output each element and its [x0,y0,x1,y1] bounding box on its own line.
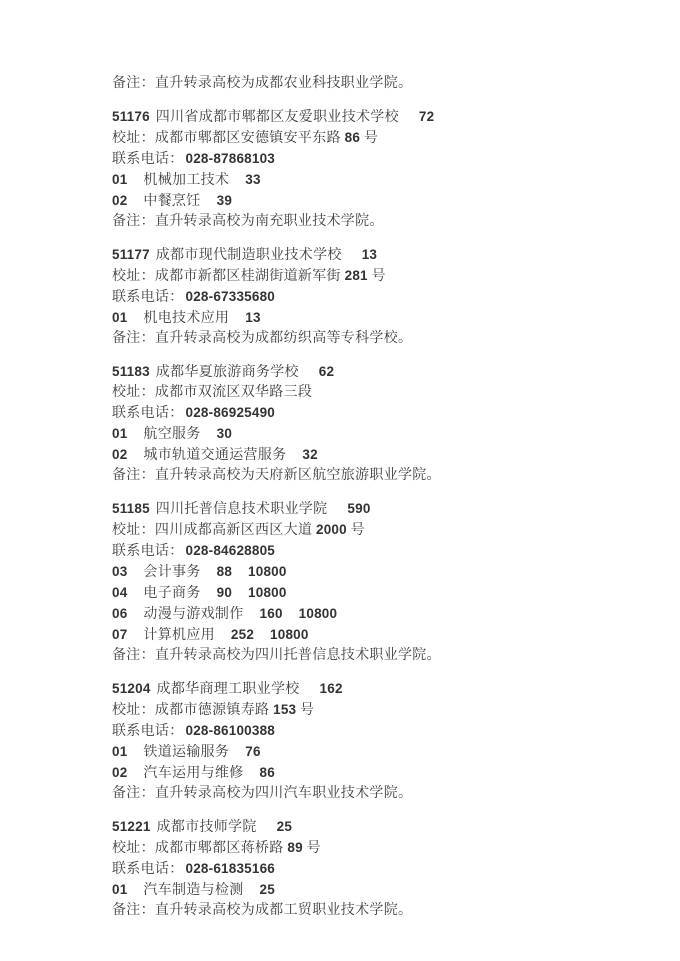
major-tuition: 10800 [270,627,309,642]
school-remark-line [112,466,630,486]
major-list [112,424,630,466]
major-code: 01 [112,426,128,441]
major-count: 33 [245,172,261,187]
school-entry [112,679,630,804]
remark-text: 直升转录高校为南充职业技术学院。 [154,214,384,229]
major-count: 252 [230,627,255,642]
major-name: 机电技术应用 [143,311,230,326]
major-name: 汽车制造与检测 [143,883,244,898]
major-row [112,763,630,784]
school-address-line [112,700,630,721]
major-name: 动漫与游戏制作 [143,607,244,622]
school-phone-line [112,287,630,308]
major-row [112,625,630,646]
school-entry [112,245,630,349]
school-name: 成都市技师学院 [156,820,257,835]
major-count: 30 [216,426,233,441]
phone-label: 联系电话： [112,290,184,305]
major-row [112,170,630,191]
school-phone-line [112,403,630,424]
phone-number: 028-67335680 [185,289,275,304]
remark-text: 直升转录高校为天府新区航空旅游职业学院。 [154,468,441,483]
phone-label: 联系电话： [112,862,184,877]
school-code: 51185 [112,501,150,516]
phone-number: 028-61835166 [185,861,275,876]
address-text: 成都市郫都区安德镇安平东路 86 号 [154,130,379,146]
major-row [112,583,630,604]
school-name: 成都市现代制造职业技术学校 [155,248,342,263]
phone-number: 028-86925490 [185,405,275,420]
phone-number: 028-86100388 [185,723,275,738]
remark-label: 备注： [112,648,155,663]
school-name: 四川托普信息技术职业学院 [155,502,328,517]
phone-number: 028-84628805 [185,543,275,558]
remark-label: 备注： [112,903,155,918]
major-count: 39 [216,193,233,208]
address-text: 成都市德源镇寿路 153 号 [154,702,315,718]
major-name: 汽车运用与维修 [143,766,244,781]
major-name: 计算机应用 [143,628,215,643]
major-row [112,308,630,329]
phone-label: 联系电话： [112,544,184,559]
remark-text: 直升转录高校为成都农业科技职业学院。 [154,76,413,91]
major-tuition: 10800 [298,606,338,621]
school-address-line [112,838,630,859]
address-text: 四川成都高新区西区大道 2000 号 [154,522,365,538]
major-count: 76 [245,744,261,759]
remark-text: 直升转录高校为成都纺织高等专科学校。 [154,331,413,346]
school-code: 51204 [112,681,151,696]
major-count: 88 [216,564,233,579]
major-code: 02 [112,765,128,780]
major-row [112,562,630,583]
school-phone-line [112,541,630,562]
phone-label: 联系电话： [112,152,184,167]
major-name: 铁道运输服务 [143,745,230,760]
school-plan-total: 13 [361,247,378,262]
major-row [112,445,630,466]
school-code: 51221 [112,819,151,834]
major-row [112,191,630,212]
major-code: 01 [112,882,128,897]
major-row [112,880,630,901]
major-count: 13 [245,310,261,325]
address-text: 成都市双流区双华路三段 [154,385,313,400]
school-header-line [112,817,630,838]
major-list [112,562,630,646]
major-count: 86 [259,765,275,780]
address-text: 成都市郫都区蒋桥路 89 号 [154,840,321,856]
phone-number: 028-87868103 [185,151,275,166]
major-list [112,308,630,329]
major-row [112,604,630,625]
major-count: 25 [259,882,275,897]
school-remark-line [112,329,630,349]
school-name: 成都华夏旅游商务学校 [155,365,299,380]
address-label: 校址： [112,703,155,718]
school-plan-total: 25 [276,819,293,834]
school-remark-line [112,212,630,232]
school-code: 51183 [112,364,150,379]
address-label: 校址： [112,269,155,284]
major-name: 航空服务 [143,427,201,442]
school-entry [112,362,630,486]
school-address-line [112,520,630,541]
major-code: 03 [112,564,128,579]
major-tuition: 10800 [248,585,287,600]
major-code: 07 [112,627,128,642]
school-address-line [112,383,630,403]
remark-label: 备注： [112,786,155,801]
major-code: 02 [112,193,128,208]
school-plan-total: 590 [347,501,371,516]
major-list [112,742,630,784]
school-phone-line [112,859,630,880]
phone-label: 联系电话： [112,724,184,739]
major-count: 90 [216,585,233,600]
major-name: 机械加工技术 [143,173,230,188]
school-phone-line [112,721,630,742]
school-header-line [112,245,630,266]
major-code: 01 [112,310,128,325]
school-address-line [112,128,630,149]
school-name: 四川省成都市郫都区友爱职业技术学校 [155,110,399,125]
school-remark-line [112,784,630,804]
leading-remark-line [112,74,630,94]
school-phone-line [112,149,630,170]
remark-text: 直升转录高校为四川汽车职业技术学院。 [154,786,413,801]
remark-text: 直升转录高校为成都工贸职业技术学院。 [154,903,413,918]
address-text: 成都市新都区桂湖街道新军街 281 号 [154,268,386,284]
phone-label: 联系电话： [112,406,184,421]
remark-text: 直升转录高校为四川托普信息技术职业学院。 [154,648,441,663]
school-code: 51177 [112,247,150,262]
school-code: 51176 [112,109,150,124]
school-plan-total: 162 [319,681,343,696]
school-entry [112,499,630,666]
school-header-line [112,362,630,383]
address-label: 校址： [112,131,155,146]
major-code: 06 [112,606,128,621]
school-plan-total: 72 [418,109,435,124]
remark-label: 备注： [112,331,155,346]
school-header-line [112,499,630,520]
school-header-line [112,679,630,700]
school-remark-line [112,646,630,666]
school-entry [112,107,630,232]
address-label: 校址： [112,841,155,856]
major-list [112,170,630,212]
major-row [112,742,630,763]
major-code: 01 [112,172,128,187]
address-label: 校址： [112,385,155,400]
school-name: 成都华商理工职业学校 [156,682,300,697]
major-list [112,880,630,901]
school-list [112,107,630,921]
school-remark-line [112,901,630,921]
major-name: 城市轨道交通运营服务 [143,448,287,463]
remark-label: 备注： [112,76,155,91]
major-count: 32 [302,447,318,462]
major-code: 04 [112,585,128,600]
major-name: 中餐烹饪 [143,194,201,209]
remark-label: 备注： [112,214,155,229]
major-count: 160 [259,606,283,621]
remark-label: 备注： [112,468,155,483]
address-label: 校址： [112,523,155,538]
major-tuition: 10800 [248,564,287,579]
school-address-line [112,266,630,287]
major-name: 电子商务 [143,586,201,601]
school-header-line [112,107,630,128]
major-code: 02 [112,447,128,462]
major-code: 01 [112,744,128,759]
major-name: 会计事务 [143,565,201,580]
school-plan-total: 62 [318,364,335,379]
school-entry [112,817,630,921]
major-row [112,424,630,445]
